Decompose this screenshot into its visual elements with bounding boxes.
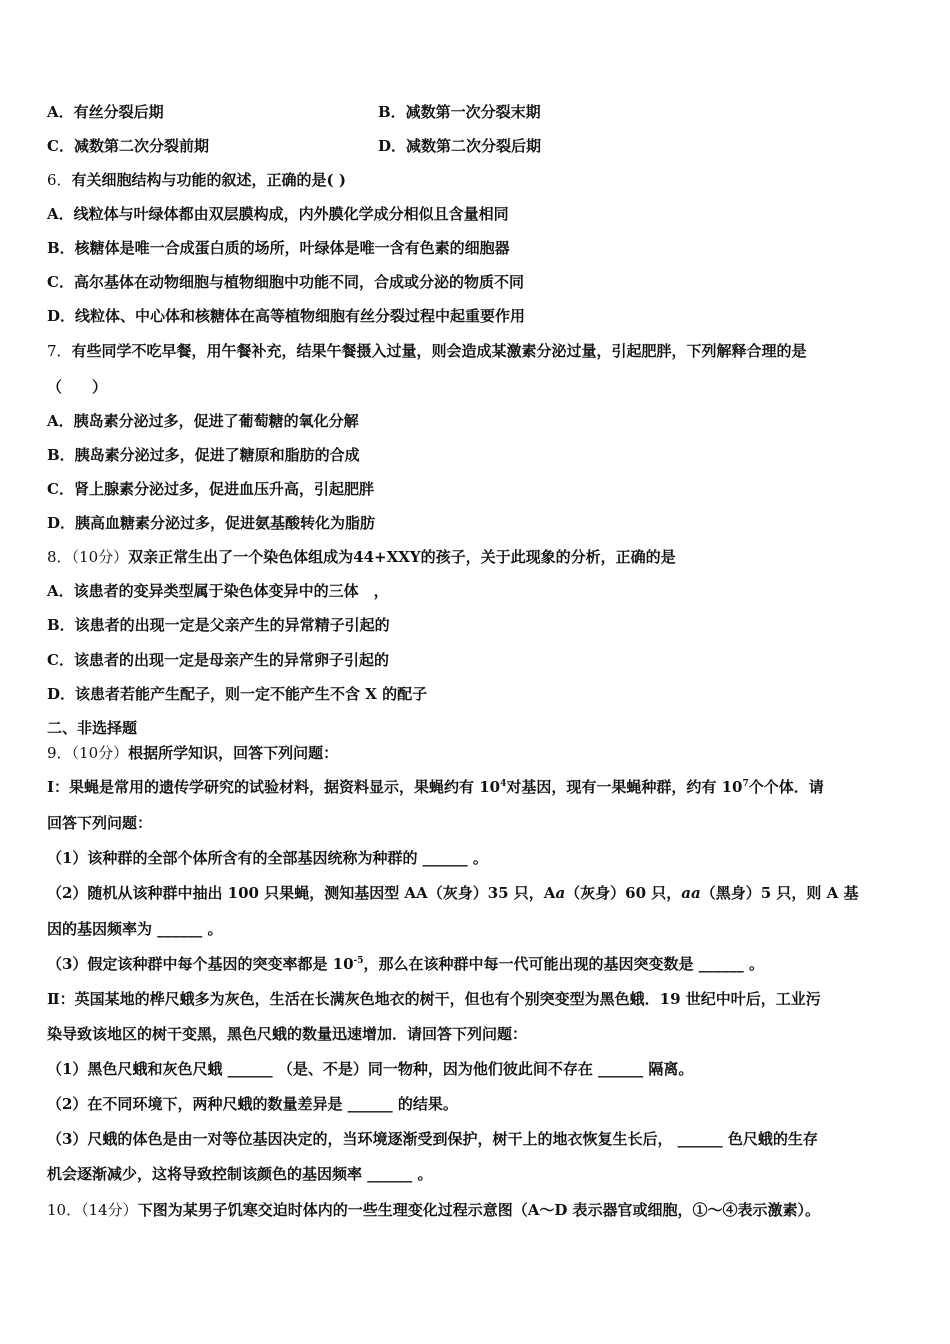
- q9-sub2-italic-aa: aa: [681, 884, 701, 902]
- q10-stem-text: 下图为某男子饥寒交迫时体内的一些生理变化过程示意图（A～D 表示器官或细胞，①～④表示激素）。: [137, 1201, 821, 1219]
- q7-option-a: A．胰岛素分泌过多，促进了葡萄糖的氧化分解: [47, 412, 359, 430]
- q6-option-c: C．高尔基体在动物细胞与植物细胞中功能不同，合成或分泌的物质不同: [47, 273, 524, 291]
- q9-sub2-text-a: （2）随机从该种群中抽出 100 只果蝇，测知基因型 AA（灰身）35 只，A: [47, 884, 556, 902]
- q9-part2-sub1: （1）黑色尺蛾和灰色尺蛾 ______ （是、不是）同一物种，因为他们彼此间不存在 ______ 隔离。: [47, 1060, 694, 1078]
- q6-option-b: B．核糖体是唯一合成蛋白质的场所，叶绿体是唯一含有色素的细胞器: [47, 239, 510, 257]
- q9-sub2-italic-a: a: [555, 884, 566, 902]
- q10-stem: [47, 1200, 820, 1220]
- q9-stem: [47, 743, 338, 763]
- q9-part1-intro: [47, 777, 824, 797]
- q9-part1-exp1: 4: [500, 779, 507, 789]
- q7-number: 7．: [47, 342, 72, 360]
- section-heading: 二、非选择题: [47, 719, 138, 737]
- q7-option-d: D．胰高血糖素分泌过多，促进氨基酸转化为脂肪: [47, 514, 376, 532]
- q6-option-a: A．线粒体与叶绿体都由双层膜构成，内外膜化学成分相似且含量相同: [47, 205, 509, 223]
- q7-paren: （ ）: [47, 378, 108, 396]
- q5-option-c: C．减数第二次分裂前期: [47, 137, 209, 155]
- q9-part1-text-a: Ⅰ：果蝇是常用的遗传学研究的试验材料，据资料显示，果蝇约有 10: [47, 778, 501, 796]
- q7-option-c: C．肾上腺素分泌过多，促进血压升高，引起肥胖: [47, 480, 374, 498]
- q7-option-b: B．胰岛素分泌过多，促进了糖原和脂肪的合成: [47, 446, 360, 464]
- q9-part1-sub1: （1）该种群的全部个体所含有的全部基因统称为种群的 ______ 。: [47, 849, 488, 867]
- q9-sub3-exp: -5: [353, 956, 364, 966]
- q9-part2-intro: Ⅱ：英国某地的桦尺蛾多为灰色，生活在长满灰色地衣的树干，但也有个别突变型为黑色蛾．19 世纪中叶后，工业污: [47, 990, 821, 1008]
- q9-sub2-text-b: （灰身）60 只，: [565, 884, 682, 902]
- q9-part2-intro-line2: 染导致该地区的树干变黑，黑色尺蛾的数量迅速增加．请回答下列问题：: [47, 1025, 528, 1043]
- q5-option-d: D．减数第二次分裂后期: [378, 137, 542, 155]
- q6-option-d: D．线粒体、中心体和核糖体在高等植物细胞有丝分裂过程中起重要作用: [47, 307, 526, 325]
- q6-stem-text: 有关细胞结构与功能的叙述，正确的是( ): [71, 171, 346, 189]
- q9-sub3-text-b: ，那么在该种群中每一代可能出现的基因突变数是 ______ 。: [363, 955, 764, 973]
- q9-part1-exp2: 7: [742, 779, 749, 789]
- q5-option-b: B．减数第一次分裂末期: [378, 103, 541, 121]
- q8-stem-text: 双亲正常生出了一个染色体组成为44+XXY的孩子，关于此现象的分析，正确的是: [128, 548, 676, 566]
- q9-part2-sub3-line2: 机会逐渐减少，这将导致控制该颜色的基因频率 ______ 。: [47, 1165, 433, 1183]
- q8-option-b: B．该患者的出现一定是父亲产生的异常精子引起的: [47, 616, 390, 634]
- q8-number: 8．（10分）: [47, 548, 129, 566]
- q9-part2-sub2: （2）在不同环境下，两种尺蛾的数量差异是 ______ 的结果。: [47, 1095, 458, 1113]
- q9-number: 9．（10分）: [47, 744, 129, 762]
- q8-option-c: C．该患者的出现一定是母亲产生的异常卵子引起的: [47, 651, 389, 669]
- q9-sub3-text-a: （3）假定该种群中每个基因的突变率都是 10: [47, 955, 354, 973]
- q8-option-a: A．该患者的变异类型属于染色体变异中的三体 ，: [47, 582, 389, 600]
- q8-option-d: D．该患者若能产生配子，则一定不能产生不含 X 的配子: [47, 685, 428, 703]
- q5-option-a: A．有丝分裂后期: [47, 103, 164, 121]
- q10-number: 10．（14分）: [47, 1201, 138, 1219]
- q7-stem: [47, 341, 807, 361]
- q9-part1-intro-line2: 回答下列问题：: [47, 814, 153, 832]
- q9-part1-text-c: 个个体．请: [748, 778, 824, 796]
- q6-stem: [47, 170, 346, 190]
- q9-part1-sub2-line2: 因的基因频率为 ______ 。: [47, 920, 223, 938]
- q9-part1-text-b: 对基因，现有一果蝇种群，约有 10: [506, 778, 743, 796]
- q8-stem: [47, 547, 676, 567]
- q9-stem-text: 根据所学知识，回答下列问题：: [128, 744, 339, 762]
- q9-part1-sub2: [47, 883, 858, 903]
- q7-stem-text: 有些同学不吃早餐，用午餐补充，结果午餐摄入过量，则会造成某激素分泌过量，引起肥胖，下列解释合理的是: [71, 342, 807, 360]
- q9-sub2-text-c: （黑身）5 只，则 A 基: [700, 884, 859, 902]
- q9-part2-sub3: （3）尺蛾的体色是由一对等位基因决定的，当环境逐渐受到保护，树干上的地衣恢复生长后， ______ 色尺蛾的生存: [47, 1130, 818, 1148]
- q6-number: 6．: [47, 171, 72, 189]
- q9-part1-sub3: [47, 954, 764, 974]
